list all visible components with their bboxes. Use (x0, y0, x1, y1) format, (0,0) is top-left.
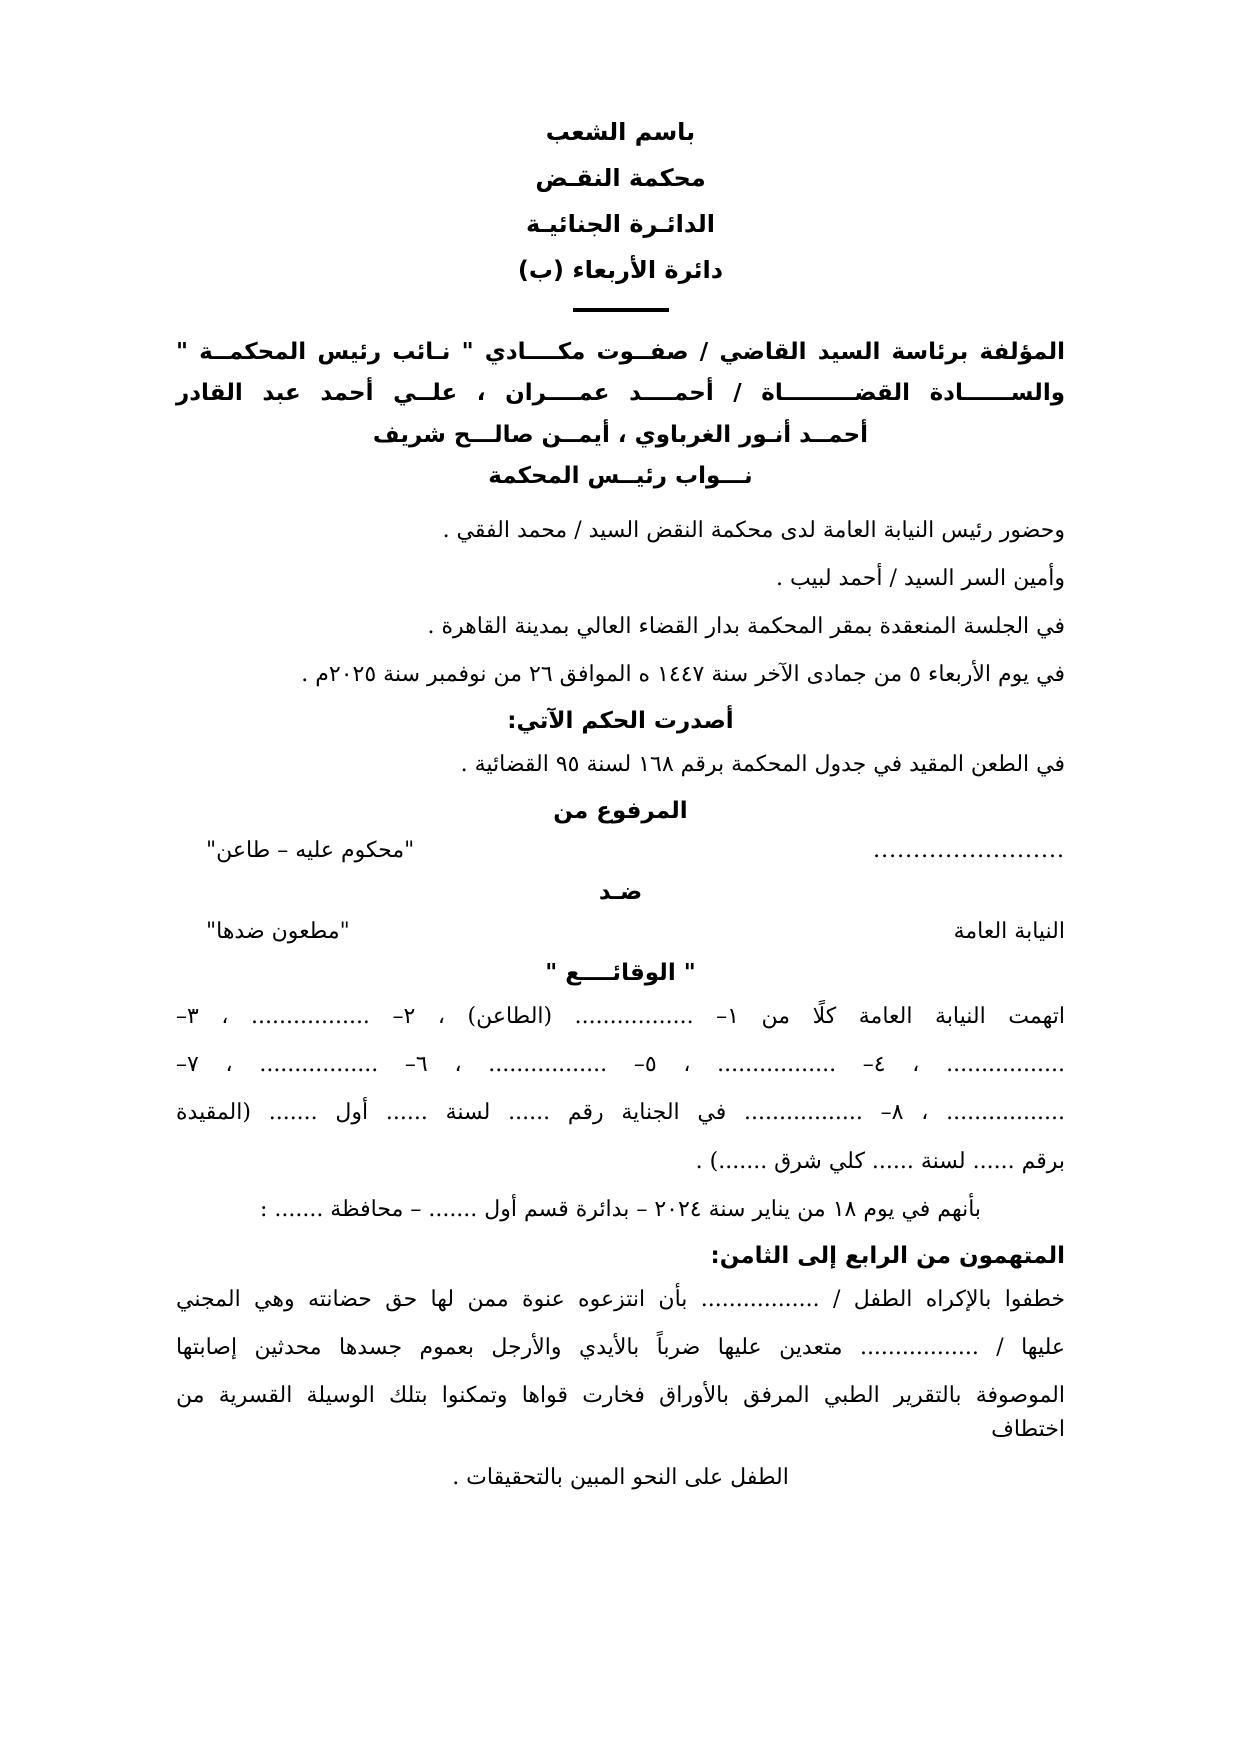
charge-line-4: برقم ...... لسنة ...... كلي شرق .......) . (695, 1148, 1065, 1174)
appellant-row (176, 838, 1065, 863)
header-line-wednesday-circuit: دائرة الأربعاء (ب) (517, 256, 724, 284)
facts-section-heading: " الوقائــــع " (545, 960, 696, 987)
spacer (176, 504, 1065, 514)
respondent-row (176, 919, 1065, 944)
respondent-role: "مطعون ضدها" (206, 919, 350, 945)
appellant-name: ........................ (873, 838, 1065, 864)
accusation-line-4: الطفل على النحو المبين بالتحقيقات . (452, 1465, 789, 1491)
ruling-intro-heading: أصدرت الحكم الآتي: (507, 708, 734, 735)
filed-by-heading: المرفوع من (553, 798, 688, 825)
defendants-range-heading: المتهمون من الرابع إلى الثامن: (710, 1242, 1065, 1269)
charge-line-2: ................. ، ٤– ................. ، ٥– ................. ، ٦– ................. ، ٧– (176, 1052, 1065, 1078)
against-heading: ضـد (598, 879, 643, 906)
attendance-venue: في الجلسة المنعقدة بمقر المحكمة بدار القضاء العالي بمدينة القاهرة . (427, 613, 1065, 639)
panel-judges-line-1: والســــــادة القضـــــــــاة / أحمــــد عمــــران ، علــي أحمد عبد القادر (176, 380, 1065, 407)
attendance-prosecutor: وحضور رئيس النيابة العامة لدى محكمة النقض السيد / محمد الفقي . (442, 517, 1065, 543)
panel-judges-line-2: أحمــد أنـور الغرباوي ، أيمــن صالـــح شريف (372, 421, 869, 448)
accusation-line-2: عليها / ................. متعدين عليها ضرباً بالأيدي والأرجل بعموم جسدها محدثين إصابتها (176, 1334, 1065, 1360)
charge-line-3: ................. ، ٨– ................. في الجناية رقم ...... لسنة ...... أول ....... (المقيدة (176, 1100, 1065, 1126)
panel-judges-title: نـــواب رئيــس المحكمة (488, 463, 753, 490)
panel-presiding-judge: المؤلفة برئاسة السيد القاضي / صفــوت مكــــادي " نـائب رئيس المحكمــة " (176, 339, 1065, 365)
charge-line-1: اتهمت النيابة العامة كلًا من ١– ................. (الطاعن) ، ٢– ................. ، ٣– (176, 1004, 1065, 1030)
document-body (176, 120, 1065, 1495)
header-line-criminal-circuit: الدائـرة الجنائيـة (526, 210, 715, 238)
attendance-date: في يوم الأربعاء ٥ من جمادى الآخر سنة ١٤٤٧ ه الموافق ٢٦ من نوفمبر سنة ٢٠٢٥م . (301, 662, 1065, 688)
header-line-court-of-cassation: محكمة النقـض (535, 164, 706, 192)
accusation-line-3: الموصوفة بالتقرير الطبي المرفق بالأوراق فخارت قواها وتمكنوا بتلك الوسيلة القسرية من اختطاف (176, 1382, 1065, 1442)
appellant-role: "محكوم عليه – طاعن" (206, 838, 415, 864)
case-registration-line: في الطعن المقيد في جدول المحكمة برقم ١٦٨ لسنة ٩٥ القضائية . (460, 752, 1065, 778)
respondent-name: النيابة العامة (953, 919, 1065, 945)
incident-date-line: بأنهم في يوم ١٨ من يناير سنة ٢٠٢٤ – بدائرة قسم أول ....... – محافظة ....... : (259, 1196, 982, 1222)
header-line-in-name-of-people: باسم الشعب (545, 118, 696, 146)
header-divider-rule (573, 308, 669, 312)
accusation-line-1: خطفوا بالإكراه الطفل / ................. بأن انتزعوه عنوة ممن لها حق حضانته وهي المجني (176, 1286, 1065, 1312)
attendance-secretary: وأمين السر السيد / أحمد لبيب . (775, 565, 1065, 591)
